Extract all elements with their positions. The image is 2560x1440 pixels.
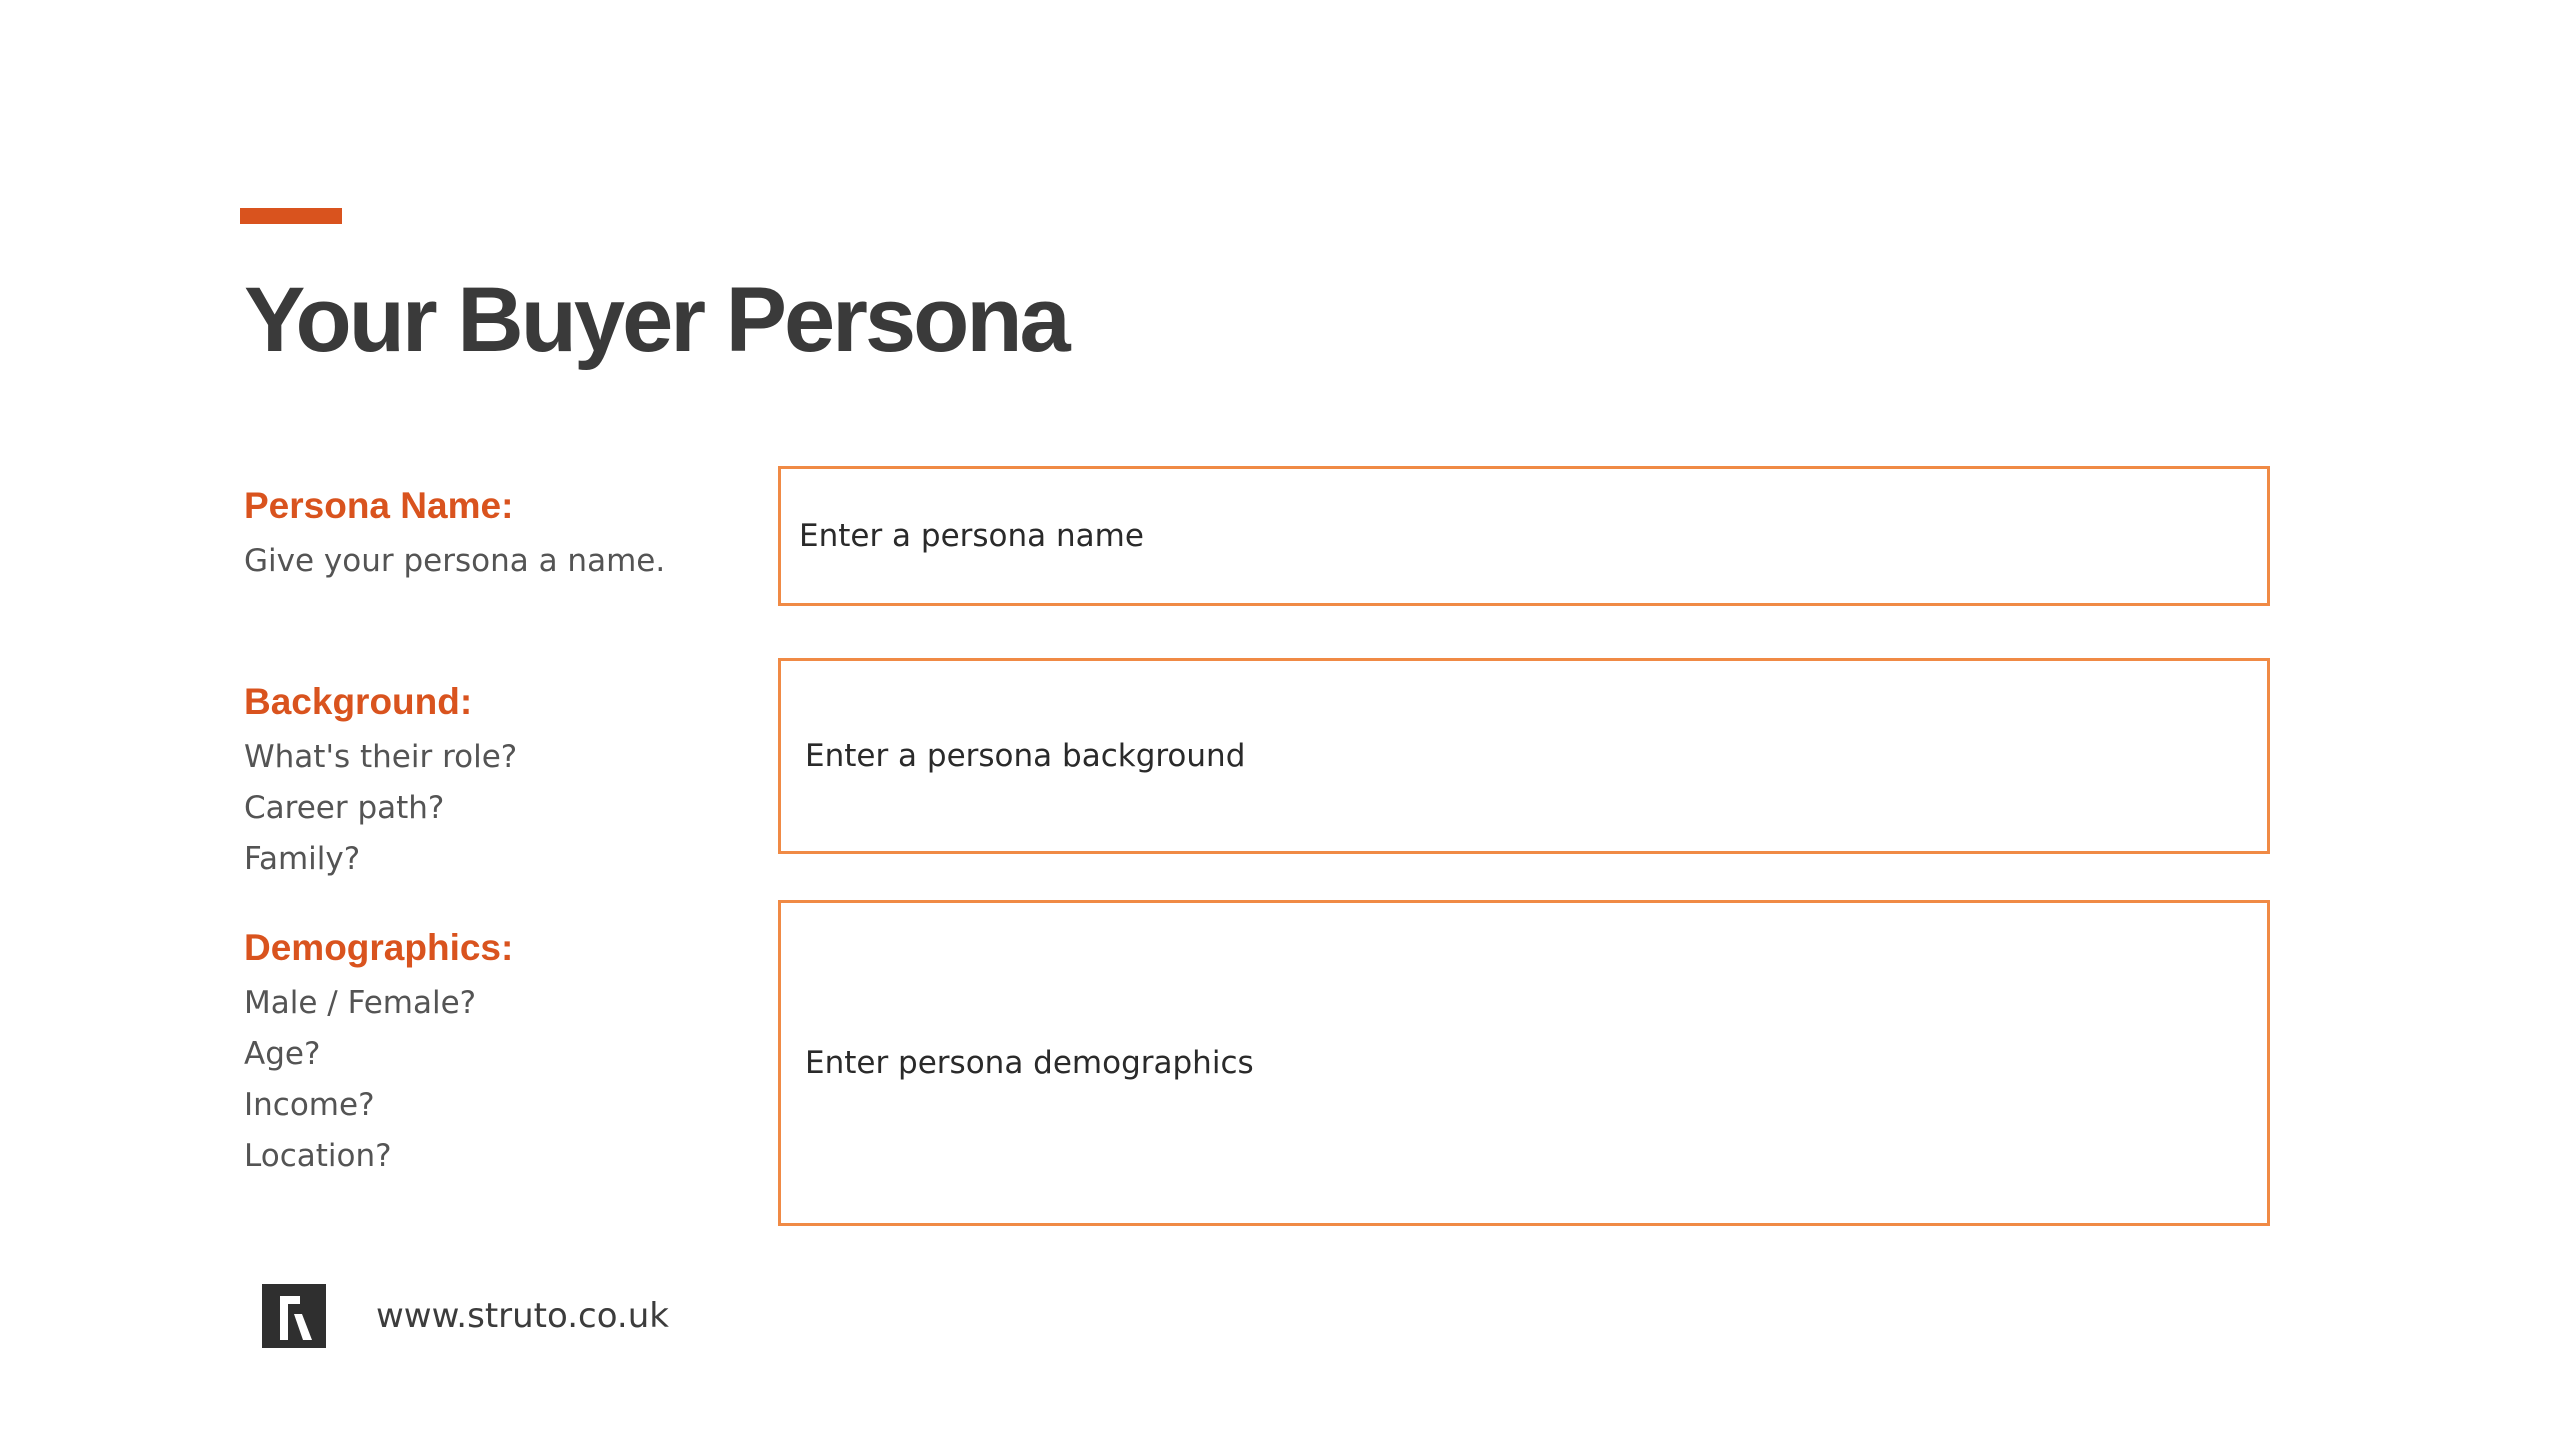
page-title: Your Buyer Persona xyxy=(244,269,1068,371)
persona-name-field[interactable] xyxy=(778,466,2270,606)
struto-logo-icon xyxy=(262,1284,326,1348)
persona-name-heading: Persona Name: xyxy=(244,485,514,526)
background-field-text: Enter a persona background xyxy=(805,738,1246,774)
background-hint-career: Career path? xyxy=(244,790,445,827)
background-label-group xyxy=(244,678,744,885)
demographics-field[interactable] xyxy=(778,900,2270,1226)
demographics-hint-income: Income? xyxy=(244,1087,375,1124)
demographics-field-text: Enter persona demographics xyxy=(805,1045,1254,1081)
background-hint-role: What's their role? xyxy=(244,739,518,776)
footer-url: www.struto.co.uk xyxy=(376,1296,669,1336)
footer xyxy=(262,1284,669,1348)
persona-name-field-text: Enter a persona name xyxy=(799,518,1144,554)
demographics-hint-age: Age? xyxy=(244,1036,321,1073)
background-hint-family: Family? xyxy=(244,841,361,878)
background-heading: Background: xyxy=(244,681,473,722)
demographics-hint-gender: Male / Female? xyxy=(244,985,477,1022)
background-field[interactable] xyxy=(778,658,2270,854)
persona-name-label-group xyxy=(244,482,744,587)
demographics-heading: Demographics: xyxy=(244,927,514,968)
accent-bar xyxy=(240,208,342,224)
demographics-label-group xyxy=(244,924,744,1182)
persona-name-hint: Give your persona a name. xyxy=(244,543,666,580)
demographics-hint-location: Location? xyxy=(244,1138,392,1175)
